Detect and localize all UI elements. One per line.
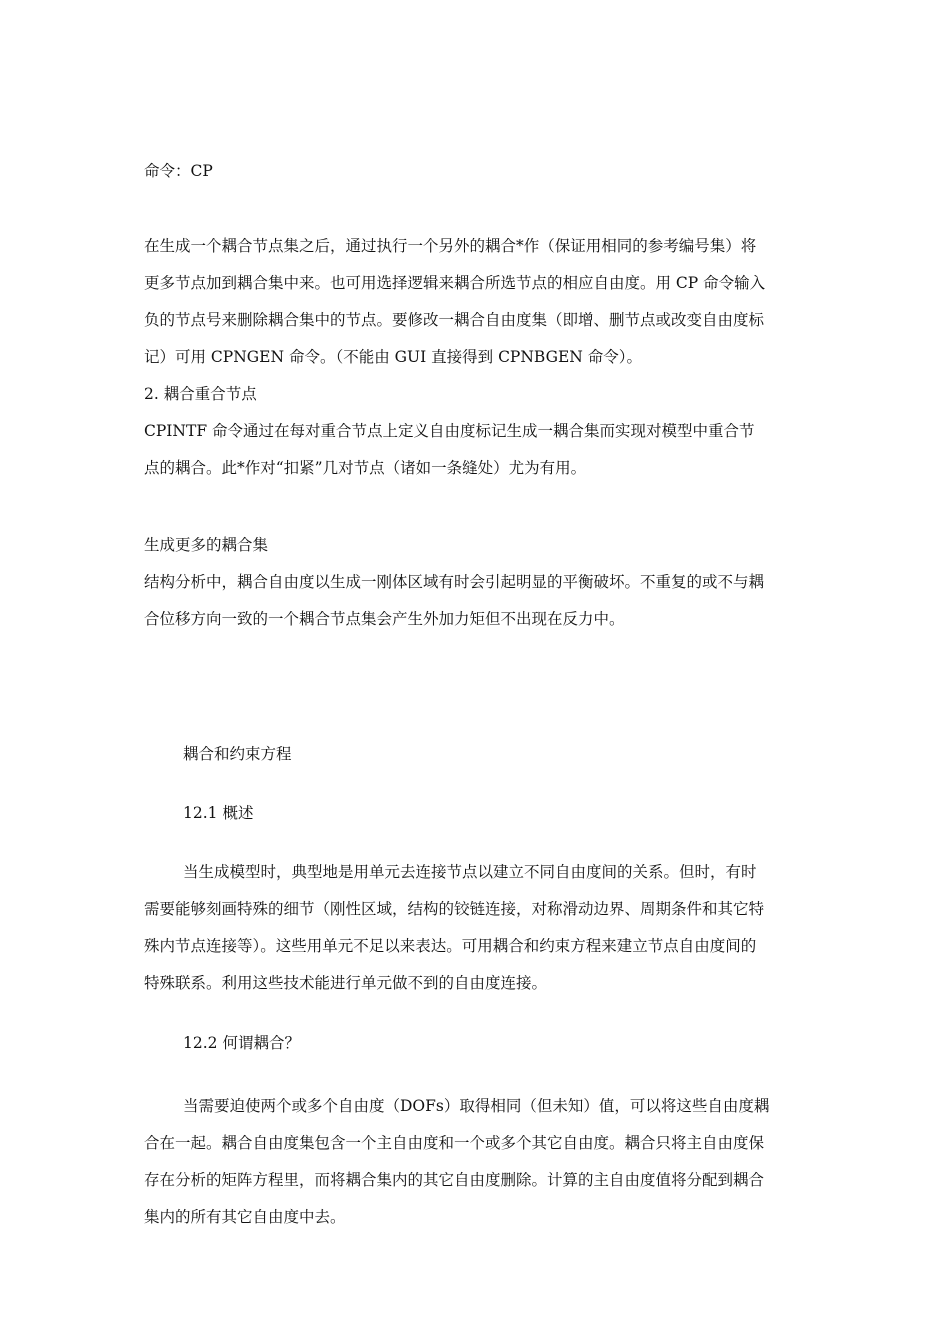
section-12-1-heading: 12.1 概述 [183,804,254,822]
paragraph-1-line-1: 在生成一个耦合节点集之后，通过执行一个另外的耦合*作（保证用相同的参考编号集）将 [144,237,757,255]
paragraph-1-line-2: 更多节点加到耦合集中来。也可用选择逻辑来耦合所选节点的相应自由度。用 CP 命令输入 [144,274,766,292]
paragraph-3-line-2: 合位移方向一致的一个耦合节点集会产生外加力矩但不出现在反力中。 [144,610,625,628]
section-2-heading: 2. 耦合重合节点 [144,385,257,403]
paragraph-4-line-3: 殊内节点连接等）。这些用单元不足以来表达。可用耦合和约束方程来建立节点自由度间的 [144,937,757,955]
paragraph-1-line-3: 负的节点号来删除耦合集中的节点。要修改一耦合自由度集（即增、删节点或改变自由度标 [144,311,765,329]
command-heading: 命令：CP [144,162,213,180]
paragraph-4-line-4: 特殊联系。利用这些技术能进行单元做不到的自由度连接。 [144,974,548,992]
more-sets-heading: 生成更多的耦合集 [144,536,269,554]
paragraph-1-line-4: 记）可用 CPNGEN 命令。（不能由 GUI 直接得到 CPNBGEN 命令）。 [144,348,643,366]
section-12-2-heading: 12.2 何谓耦合？ [183,1034,300,1052]
paragraph-4-line-2: 需要能够刻画特殊的细节（刚性区域，结构的铰链连接，对称滑动边界、周期条件和其它特 [144,900,765,918]
paragraph-2-line-2: 点的耦合。此*作对“扣紧”几对节点（诸如一条缝处）尤为有用。 [144,459,587,477]
paragraph-4-line-1: 当生成模型时，典型地是用单元去连接节点以建立不同自由度间的关系。但时，有时 [183,863,757,881]
chapter-title: 耦合和约束方程 [183,745,292,763]
paragraph-3-line-1: 结构分析中，耦合自由度以生成一刚体区域有时会引起明显的平衡破坏。不重复的或不与耦 [144,573,765,591]
paragraph-2-line-1: CPINTF 命令通过在每对重合节点上定义自由度标记生成一耦合集而实现对模型中重合节 [144,422,755,440]
paragraph-5-line-4: 集内的所有其它自由度中去。 [144,1208,346,1226]
paragraph-5-line-3: 存在分析的矩阵方程里，而将耦合集内的其它自由度删除。计算的主自由度值将分配到耦合 [144,1171,765,1189]
paragraph-5-line-2: 合在一起。耦合自由度集包含一个主自由度和一个或多个其它自由度。耦合只将主自由度保 [144,1134,765,1152]
paragraph-5-line-1: 当需要迫使两个或多个自由度（DOFs）取得相同（但未知）值，可以将这些自由度耦 [183,1097,770,1115]
